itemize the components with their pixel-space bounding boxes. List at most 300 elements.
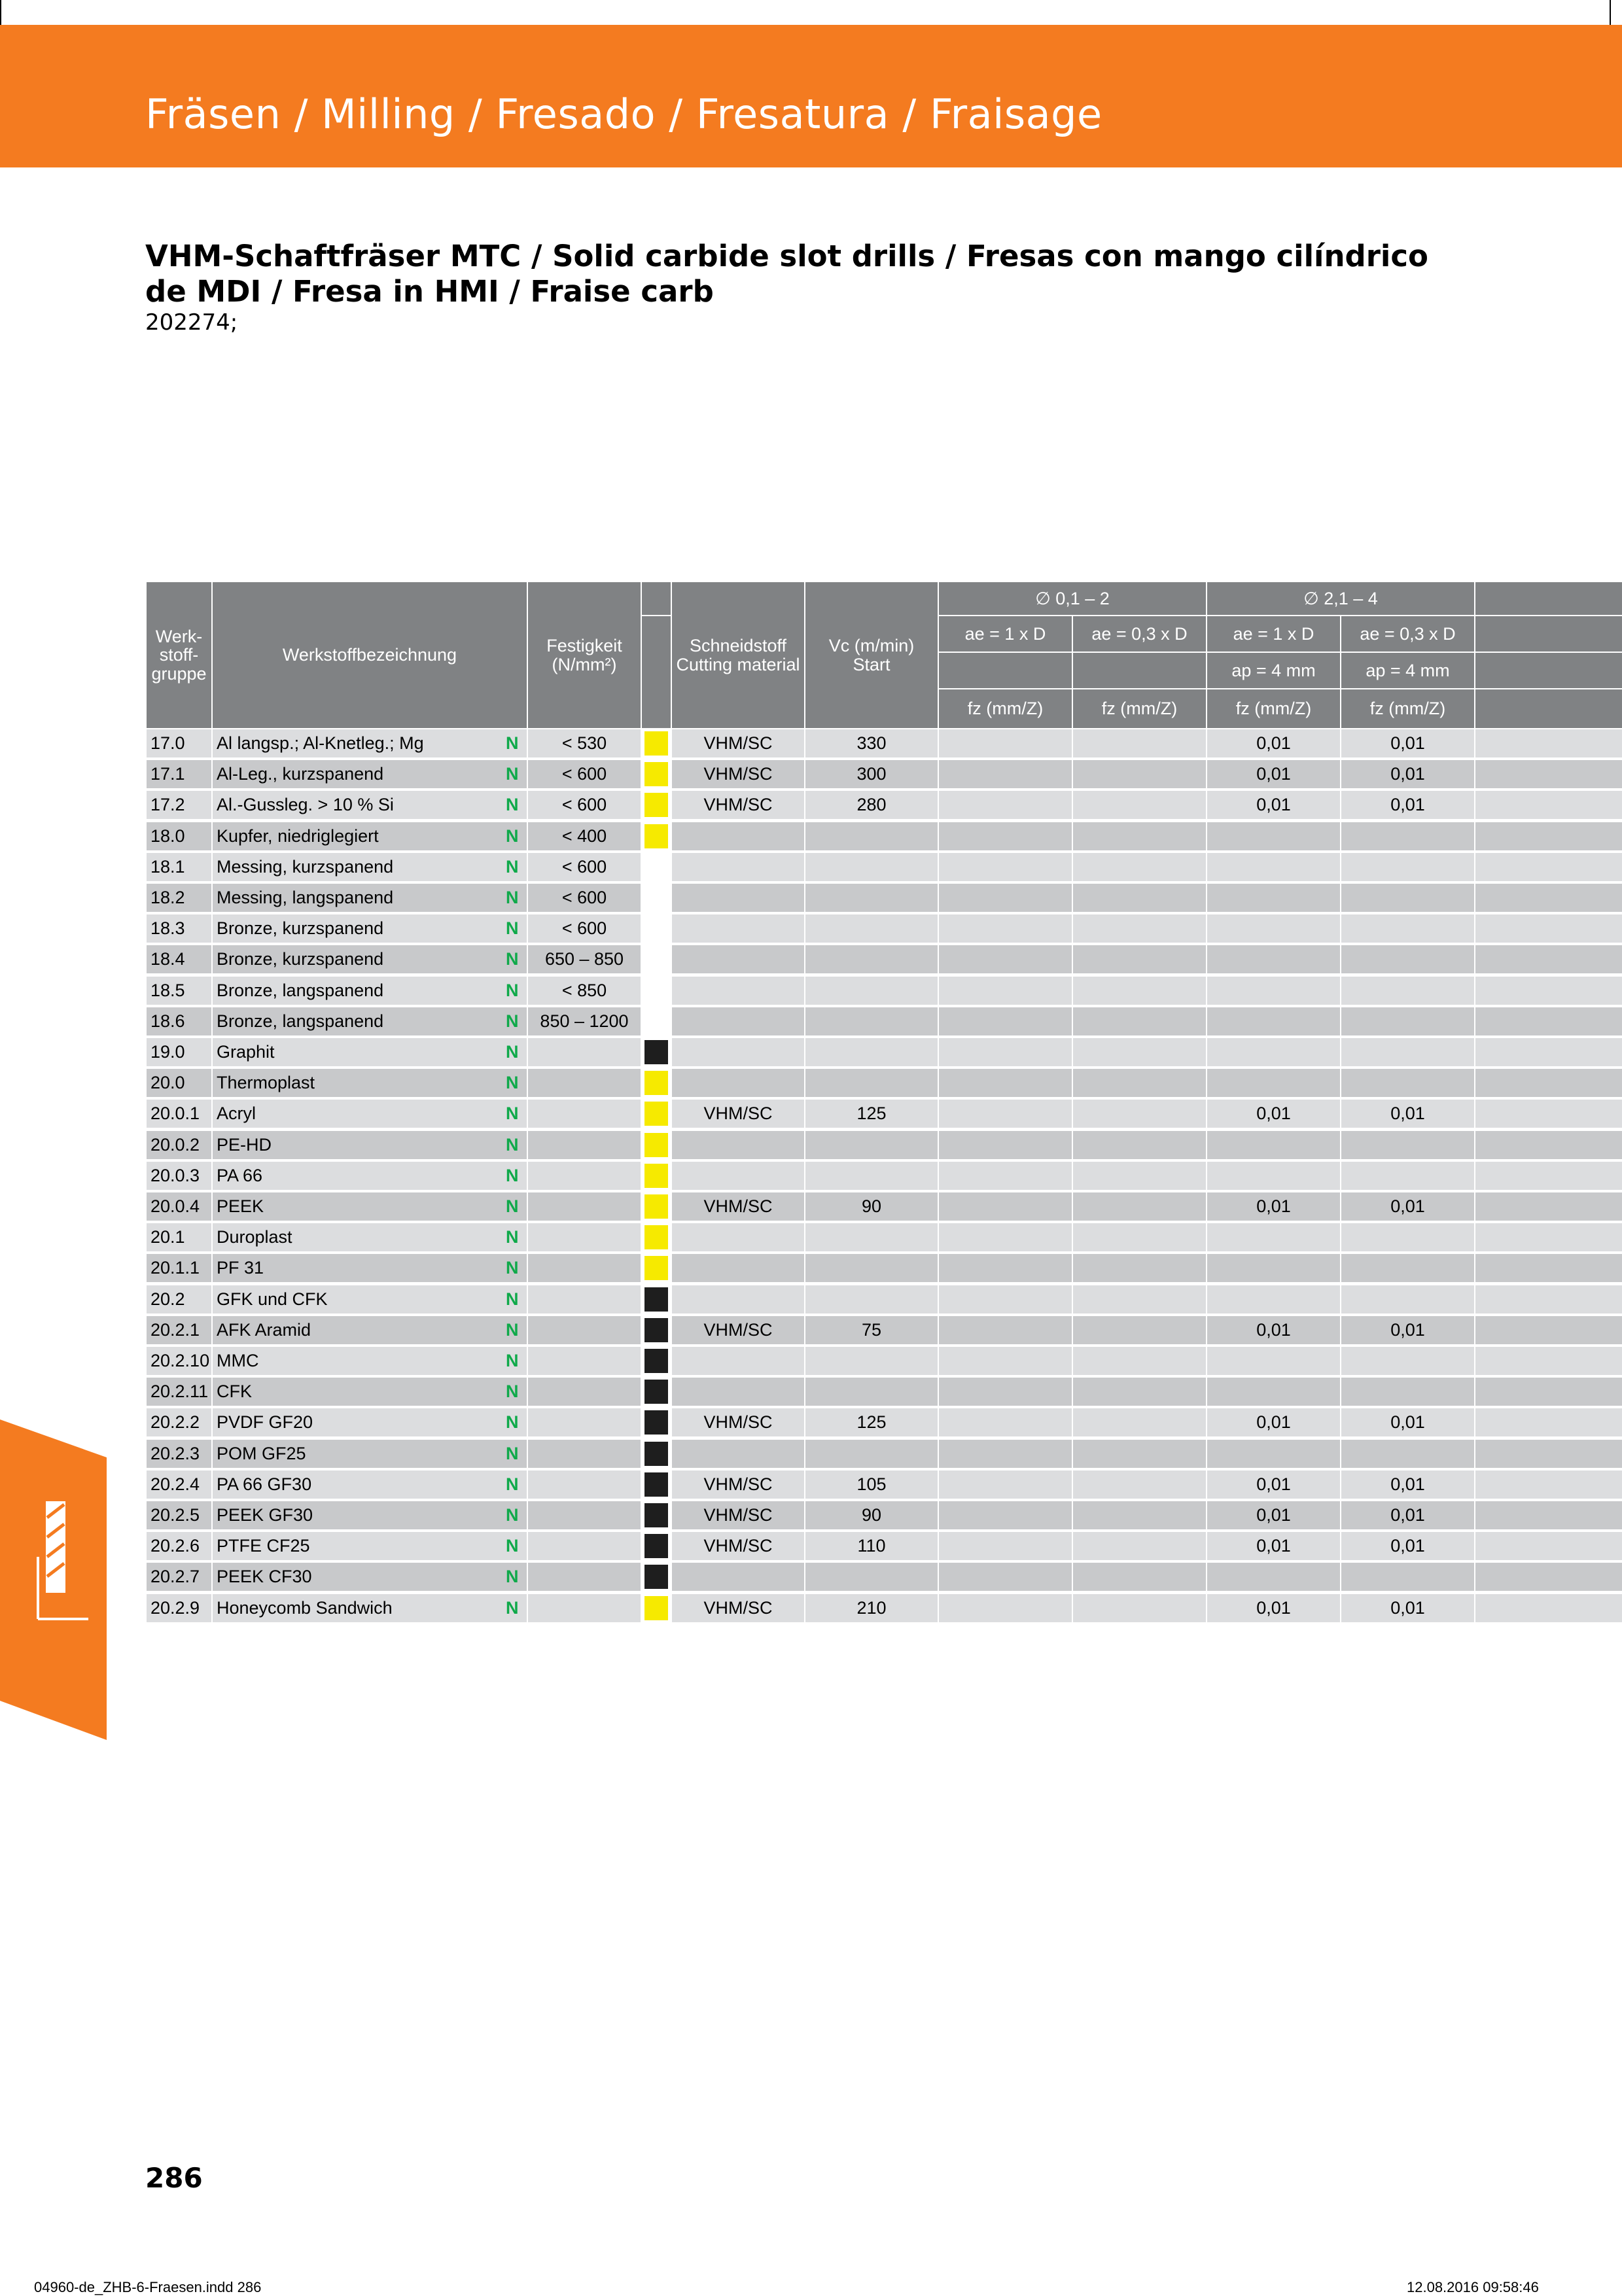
iso-group-badge: N [506, 1319, 519, 1340]
table-row [147, 1378, 1622, 1406]
cell-fz [1341, 977, 1474, 1005]
cell-strength: < 600 [528, 853, 641, 881]
cell-swatch [642, 1285, 671, 1313]
cell-material-name: Kupfer, niedriglegiert [213, 822, 527, 850]
cell-fz [1207, 977, 1340, 1005]
cell-swatch [642, 1563, 671, 1591]
cell-fz [1073, 1254, 1206, 1282]
cell-vc [805, 1378, 938, 1406]
cell-strength [528, 1501, 641, 1529]
table-row [147, 1038, 1622, 1066]
header-ae-1xd: ae = 1 x D [939, 616, 1072, 652]
cell-fz [939, 914, 1072, 943]
cell-fz [1207, 884, 1340, 912]
cell-extra [1475, 1594, 1622, 1622]
cell-fz: 0,01 [1207, 760, 1340, 788]
header-ae-03xd: ae = 0,3 x D [1073, 616, 1206, 652]
cell-fz [939, 1285, 1072, 1313]
cell-cutting-material [672, 1378, 804, 1406]
material-color-swatch [644, 824, 668, 848]
cell-material-name: Thermoplast [213, 1069, 527, 1097]
cell-group: 20.0.4 [147, 1192, 211, 1221]
cell-swatch [642, 1038, 671, 1066]
cell-fz [939, 1532, 1072, 1560]
cell-cutting-material [672, 853, 804, 881]
cell-fz [1073, 1532, 1206, 1560]
header-fz: fz (mm/Z) [1207, 689, 1340, 728]
table-row [147, 1470, 1622, 1499]
cell-material-name: PA 66 GF30 [213, 1470, 527, 1499]
cell-fz [939, 1007, 1072, 1035]
cell-group: 20.0 [147, 1069, 211, 1097]
cell-fz [1073, 729, 1206, 757]
header-material-name: Werkstoffbezeichnung [213, 582, 527, 728]
material-color-swatch [644, 1133, 668, 1157]
cell-extra [1475, 884, 1622, 912]
material-color-swatch [644, 1040, 668, 1064]
print-slug-file: 04960-de_ZHB-6-Fraesen.indd 286 [34, 2279, 262, 2295]
table-row [147, 1285, 1622, 1313]
cell-vc [805, 1347, 938, 1375]
cell-strength [528, 1069, 641, 1097]
cell-fz [939, 884, 1072, 912]
cell-fz [939, 853, 1072, 881]
cell-material-name: PA 66 [213, 1162, 527, 1190]
cell-strength [528, 1316, 641, 1344]
cell-swatch [642, 1100, 671, 1128]
cell-strength [528, 1378, 641, 1406]
cell-fz [1073, 1038, 1206, 1066]
iso-group-badge: N [506, 1258, 519, 1278]
cell-fz [1341, 1131, 1474, 1159]
cell-fz [939, 1254, 1072, 1282]
cell-fz [1207, 1131, 1340, 1159]
cutting-data-table [147, 582, 1622, 1629]
cell-fz [1073, 1100, 1206, 1128]
cell-vc [805, 914, 938, 943]
cell-strength [528, 1131, 641, 1159]
cell-extra [1475, 1038, 1622, 1066]
cell-strength [528, 1192, 641, 1221]
cell-fz [939, 1038, 1072, 1066]
cell-material-name: PE-HD [213, 1131, 527, 1159]
iso-group-badge: N [506, 1134, 519, 1155]
cell-group: 20.2.4 [147, 1470, 211, 1499]
cell-fz: 0,01 [1341, 1408, 1474, 1436]
cell-swatch [642, 1501, 671, 1529]
cell-group: 20.1 [147, 1223, 211, 1251]
cell-fz [1073, 1378, 1206, 1406]
cell-material-name: PEEK [213, 1192, 527, 1221]
table-row [147, 1532, 1622, 1560]
cell-fz [939, 1316, 1072, 1344]
cell-swatch [642, 1162, 671, 1190]
cell-cutting-material [672, 914, 804, 943]
cell-cutting-material [672, 1038, 804, 1066]
cell-vc [805, 1440, 938, 1468]
page-number: 286 [145, 2162, 203, 2194]
cell-vc: 125 [805, 1408, 938, 1436]
cell-fz [1073, 1223, 1206, 1251]
cell-swatch [642, 1378, 671, 1406]
cell-fz [1207, 1440, 1340, 1468]
cell-extra [1475, 822, 1622, 850]
cell-cutting-material: VHM/SC [672, 1532, 804, 1560]
cell-cutting-material: VHM/SC [672, 729, 804, 757]
iso-group-badge: N [506, 980, 519, 1000]
cell-fz [1341, 853, 1474, 881]
cell-material-name: PEEK GF30 [213, 1501, 527, 1529]
cell-strength: < 600 [528, 791, 641, 819]
cell-fz [1073, 853, 1206, 881]
cell-vc: 280 [805, 791, 938, 819]
cell-swatch [642, 1316, 671, 1344]
cell-fz [1207, 1378, 1340, 1406]
cell-fz [939, 760, 1072, 788]
cell-group: 17.2 [147, 791, 211, 819]
material-color-swatch [644, 855, 668, 879]
cell-material-name: Messing, langspanend [213, 884, 527, 912]
cell-fz [939, 1594, 1072, 1622]
table-row [147, 1440, 1622, 1468]
table-row [147, 760, 1622, 788]
table-row [147, 977, 1622, 1005]
material-color-swatch [644, 1410, 668, 1435]
cell-fz [1073, 1408, 1206, 1436]
cell-material-name: PTFE CF25 [213, 1532, 527, 1560]
cell-extra [1475, 1501, 1622, 1529]
cell-strength: < 850 [528, 977, 641, 1005]
table-row [147, 853, 1622, 881]
cell-fz: 0,01 [1341, 1501, 1474, 1529]
cell-group: 18.5 [147, 977, 211, 1005]
cell-extra [1475, 1192, 1622, 1221]
cell-swatch [642, 1254, 671, 1282]
cell-strength [528, 1594, 641, 1622]
iso-group-badge: N [506, 1505, 519, 1525]
iso-group-badge: N [506, 1443, 519, 1463]
cell-extra [1475, 853, 1622, 881]
cell-fz [939, 1440, 1072, 1468]
cell-fz [939, 1347, 1072, 1375]
cell-swatch [642, 1069, 671, 1097]
cell-fz [1073, 1470, 1206, 1499]
cell-fz [1073, 791, 1206, 819]
cell-cutting-material [672, 1254, 804, 1282]
cell-fz [939, 1378, 1072, 1406]
cell-cutting-material [672, 884, 804, 912]
cell-cutting-material: VHM/SC [672, 760, 804, 788]
cell-group: 18.2 [147, 884, 211, 912]
cell-fz [939, 1501, 1072, 1529]
table-row [147, 1316, 1622, 1344]
cell-fz [1073, 977, 1206, 1005]
cell-group: 20.2.5 [147, 1501, 211, 1529]
cell-strength: < 530 [528, 729, 641, 757]
cell-material-name: Bronze, langspanend [213, 1007, 527, 1035]
material-color-swatch [644, 1287, 668, 1312]
header-group: Werk- stoff- gruppe [147, 582, 211, 728]
cell-strength [528, 1470, 641, 1499]
cell-fz [1341, 1378, 1474, 1406]
cell-swatch [642, 1007, 671, 1035]
iso-group-badge: N [506, 918, 519, 939]
cell-group: 18.6 [147, 1007, 211, 1035]
cell-fz: 0,01 [1207, 1316, 1340, 1344]
iso-group-badge: N [506, 1042, 519, 1062]
material-color-swatch [644, 979, 668, 1003]
cell-fz: 0,01 [1207, 1501, 1340, 1529]
cell-fz [1207, 1069, 1340, 1097]
material-color-swatch [644, 1102, 668, 1126]
iso-group-badge: N [506, 764, 519, 784]
cell-strength: < 600 [528, 914, 641, 943]
iso-group-badge: N [506, 1165, 519, 1185]
cell-fz: 0,01 [1341, 1532, 1474, 1560]
cell-fz [1341, 1038, 1474, 1066]
cell-fz [1207, 1007, 1340, 1035]
cell-extra [1475, 1408, 1622, 1436]
cell-cutting-material [672, 1440, 804, 1468]
cell-cutting-material [672, 977, 804, 1005]
table-row [147, 791, 1622, 819]
table-row [147, 1594, 1622, 1622]
cell-strength [528, 1408, 641, 1436]
cell-fz [1341, 1069, 1474, 1097]
cell-fz: 0,01 [1341, 729, 1474, 757]
cell-cutting-material: VHM/SC [672, 1100, 804, 1128]
cell-material-name: Al langsp.; Al-Knetleg.; Mg [213, 729, 527, 757]
cell-fz [1207, 1347, 1340, 1375]
header-dia-range-2: ∅ 2,1 – 4 [1207, 582, 1474, 615]
cell-strength [528, 1254, 641, 1282]
cell-fz [1073, 945, 1206, 973]
cell-cutting-material [672, 1223, 804, 1251]
cell-group: 20.0.3 [147, 1162, 211, 1190]
cell-extra [1475, 1162, 1622, 1190]
cell-material-name: POM GF25 [213, 1440, 527, 1468]
cell-fz [1341, 1440, 1474, 1468]
cell-group: 18.0 [147, 822, 211, 850]
cell-material-name: Duroplast [213, 1223, 527, 1251]
cell-material-name: Al-Leg., kurzspanend [213, 760, 527, 788]
cell-strength [528, 1162, 641, 1190]
header-extra-col [1475, 616, 1622, 652]
cell-fz [1073, 1563, 1206, 1591]
material-color-swatch [644, 1318, 668, 1342]
cell-fz [1073, 1007, 1206, 1035]
cell-extra [1475, 1532, 1622, 1560]
table-row [147, 1131, 1622, 1159]
cell-fz: 0,01 [1207, 1532, 1340, 1560]
cell-cutting-material: VHM/SC [672, 791, 804, 819]
cell-extra [1475, 1100, 1622, 1128]
cell-fz [1073, 822, 1206, 850]
cell-material-name: Acryl [213, 1100, 527, 1128]
cell-extra [1475, 1223, 1622, 1251]
cell-fz [939, 1223, 1072, 1251]
cell-fz [1341, 822, 1474, 850]
cell-fz [1207, 1038, 1340, 1066]
cell-fz [939, 1162, 1072, 1190]
material-color-swatch [644, 1596, 668, 1620]
cell-group: 20.0.1 [147, 1100, 211, 1128]
cell-material-name: PEEK CF30 [213, 1563, 527, 1591]
cell-vc [805, 1223, 938, 1251]
cell-material-name: GFK und CFK [213, 1285, 527, 1313]
cell-group: 18.3 [147, 914, 211, 943]
cell-swatch [642, 791, 671, 819]
header-fz: fz (mm/Z) [1073, 689, 1206, 728]
cell-swatch [642, 1440, 671, 1468]
cell-fz [1207, 1563, 1340, 1591]
cell-fz [1073, 1069, 1206, 1097]
cell-extra [1475, 1131, 1622, 1159]
cell-extra [1475, 1069, 1622, 1097]
cell-fz: 0,01 [1207, 1594, 1340, 1622]
cell-fz [939, 729, 1072, 757]
header-ap-4mm: ap = 4 mm [1207, 653, 1340, 688]
cell-cutting-material [672, 822, 804, 850]
cell-group: 18.1 [147, 853, 211, 881]
cell-material-name: Messing, kurzspanend [213, 853, 527, 881]
cell-group: 20.2 [147, 1285, 211, 1313]
cell-material-name: PF 31 [213, 1254, 527, 1282]
cell-extra [1475, 914, 1622, 943]
iso-group-badge: N [506, 1011, 519, 1031]
cell-fz: 0,01 [1207, 791, 1340, 819]
cell-strength [528, 1223, 641, 1251]
cell-material-name: AFK Aramid [213, 1316, 527, 1344]
cell-vc [805, 1131, 938, 1159]
cell-fz [1207, 1162, 1340, 1190]
article-numbers: 202274; [145, 309, 238, 336]
cell-swatch [642, 884, 671, 912]
cell-fz [1341, 945, 1474, 973]
cell-vc: 90 [805, 1501, 938, 1529]
cell-swatch [642, 945, 671, 973]
cell-fz [1073, 914, 1206, 943]
table-row [147, 1007, 1622, 1035]
iso-group-badge: N [506, 1597, 519, 1618]
table-row [147, 945, 1622, 973]
cell-cutting-material: VHM/SC [672, 1408, 804, 1436]
cell-fz [1073, 760, 1206, 788]
cell-fz [939, 1563, 1072, 1591]
material-color-swatch [644, 1472, 668, 1497]
cell-fz: 0,01 [1341, 1192, 1474, 1221]
cell-extra [1475, 1347, 1622, 1375]
cell-vc [805, 1285, 938, 1313]
table-row [147, 1100, 1622, 1128]
cell-fz [939, 1408, 1072, 1436]
cell-material-name: PVDF GF20 [213, 1408, 527, 1436]
cell-cutting-material: VHM/SC [672, 1470, 804, 1499]
cell-vc [805, 945, 938, 973]
header-fz: fz (mm/Z) [939, 689, 1072, 728]
cell-fz [939, 1100, 1072, 1128]
cell-extra [1475, 1316, 1622, 1344]
cell-vc: 75 [805, 1316, 938, 1344]
cell-material-name: Graphit [213, 1038, 527, 1066]
cell-cutting-material [672, 1007, 804, 1035]
cell-fz [939, 822, 1072, 850]
header-extra-col [1475, 653, 1622, 688]
cell-fz [939, 1131, 1072, 1159]
cell-strength: 850 – 1200 [528, 1007, 641, 1035]
cell-vc [805, 977, 938, 1005]
cell-group: 20.1.1 [147, 1254, 211, 1282]
material-color-swatch [644, 1503, 668, 1527]
material-color-swatch [644, 916, 668, 941]
cell-material-name: Al.-Gussleg. > 10 % Si [213, 791, 527, 819]
cell-fz [1341, 1223, 1474, 1251]
print-slug-date: 12.08.2016 09:58:46 [1407, 2279, 1539, 2295]
iso-group-badge: N [506, 795, 519, 815]
material-color-swatch [644, 1164, 668, 1188]
cell-vc [805, 1162, 938, 1190]
header-ae-03xd: ae = 0,3 x D [1341, 616, 1474, 652]
material-color-swatch [644, 762, 668, 786]
header-extra-col [1475, 582, 1622, 615]
cell-extra [1475, 1470, 1622, 1499]
cell-fz [1207, 1285, 1340, 1313]
cell-vc: 210 [805, 1594, 938, 1622]
cell-swatch [642, 1347, 671, 1375]
cell-fz [1207, 914, 1340, 943]
cell-swatch [642, 1223, 671, 1251]
iso-group-badge: N [506, 733, 519, 753]
header-dia-range-1: ∅ 0,1 – 2 [939, 582, 1206, 615]
cell-fz [1073, 884, 1206, 912]
cell-extra [1475, 977, 1622, 1005]
material-color-swatch [644, 1565, 668, 1589]
cell-fz [1073, 1131, 1206, 1159]
header-extra-col [1475, 689, 1622, 728]
table-row [147, 914, 1622, 943]
cell-strength [528, 1563, 641, 1591]
cell-vc: 90 [805, 1192, 938, 1221]
iso-group-badge: N [506, 856, 519, 877]
material-color-swatch [644, 1380, 668, 1404]
cell-extra [1475, 729, 1622, 757]
material-color-swatch [644, 1534, 668, 1558]
cell-swatch [642, 1408, 671, 1436]
cell-swatch [642, 729, 671, 757]
cell-cutting-material [672, 1285, 804, 1313]
cell-cutting-material: VHM/SC [672, 1192, 804, 1221]
cell-strength [528, 1100, 641, 1128]
material-color-swatch [644, 1349, 668, 1373]
cell-material-name: MMC [213, 1347, 527, 1375]
cell-swatch [642, 1532, 671, 1560]
cell-swatch [642, 1192, 671, 1221]
cell-cutting-material [672, 1069, 804, 1097]
cell-vc: 125 [805, 1100, 938, 1128]
material-color-swatch [644, 1225, 668, 1249]
cell-fz: 0,01 [1341, 1100, 1474, 1128]
cell-swatch [642, 1131, 671, 1159]
cell-extra [1475, 1378, 1622, 1406]
header-fz: fz (mm/Z) [1341, 689, 1474, 728]
header-ap-4mm: ap = 4 mm [1341, 653, 1474, 688]
cell-fz [939, 945, 1072, 973]
cell-fz: 0,01 [1207, 729, 1340, 757]
table-row [147, 1223, 1622, 1251]
iso-group-badge: N [506, 1104, 519, 1124]
cell-fz [939, 977, 1072, 1005]
cell-swatch [642, 977, 671, 1005]
